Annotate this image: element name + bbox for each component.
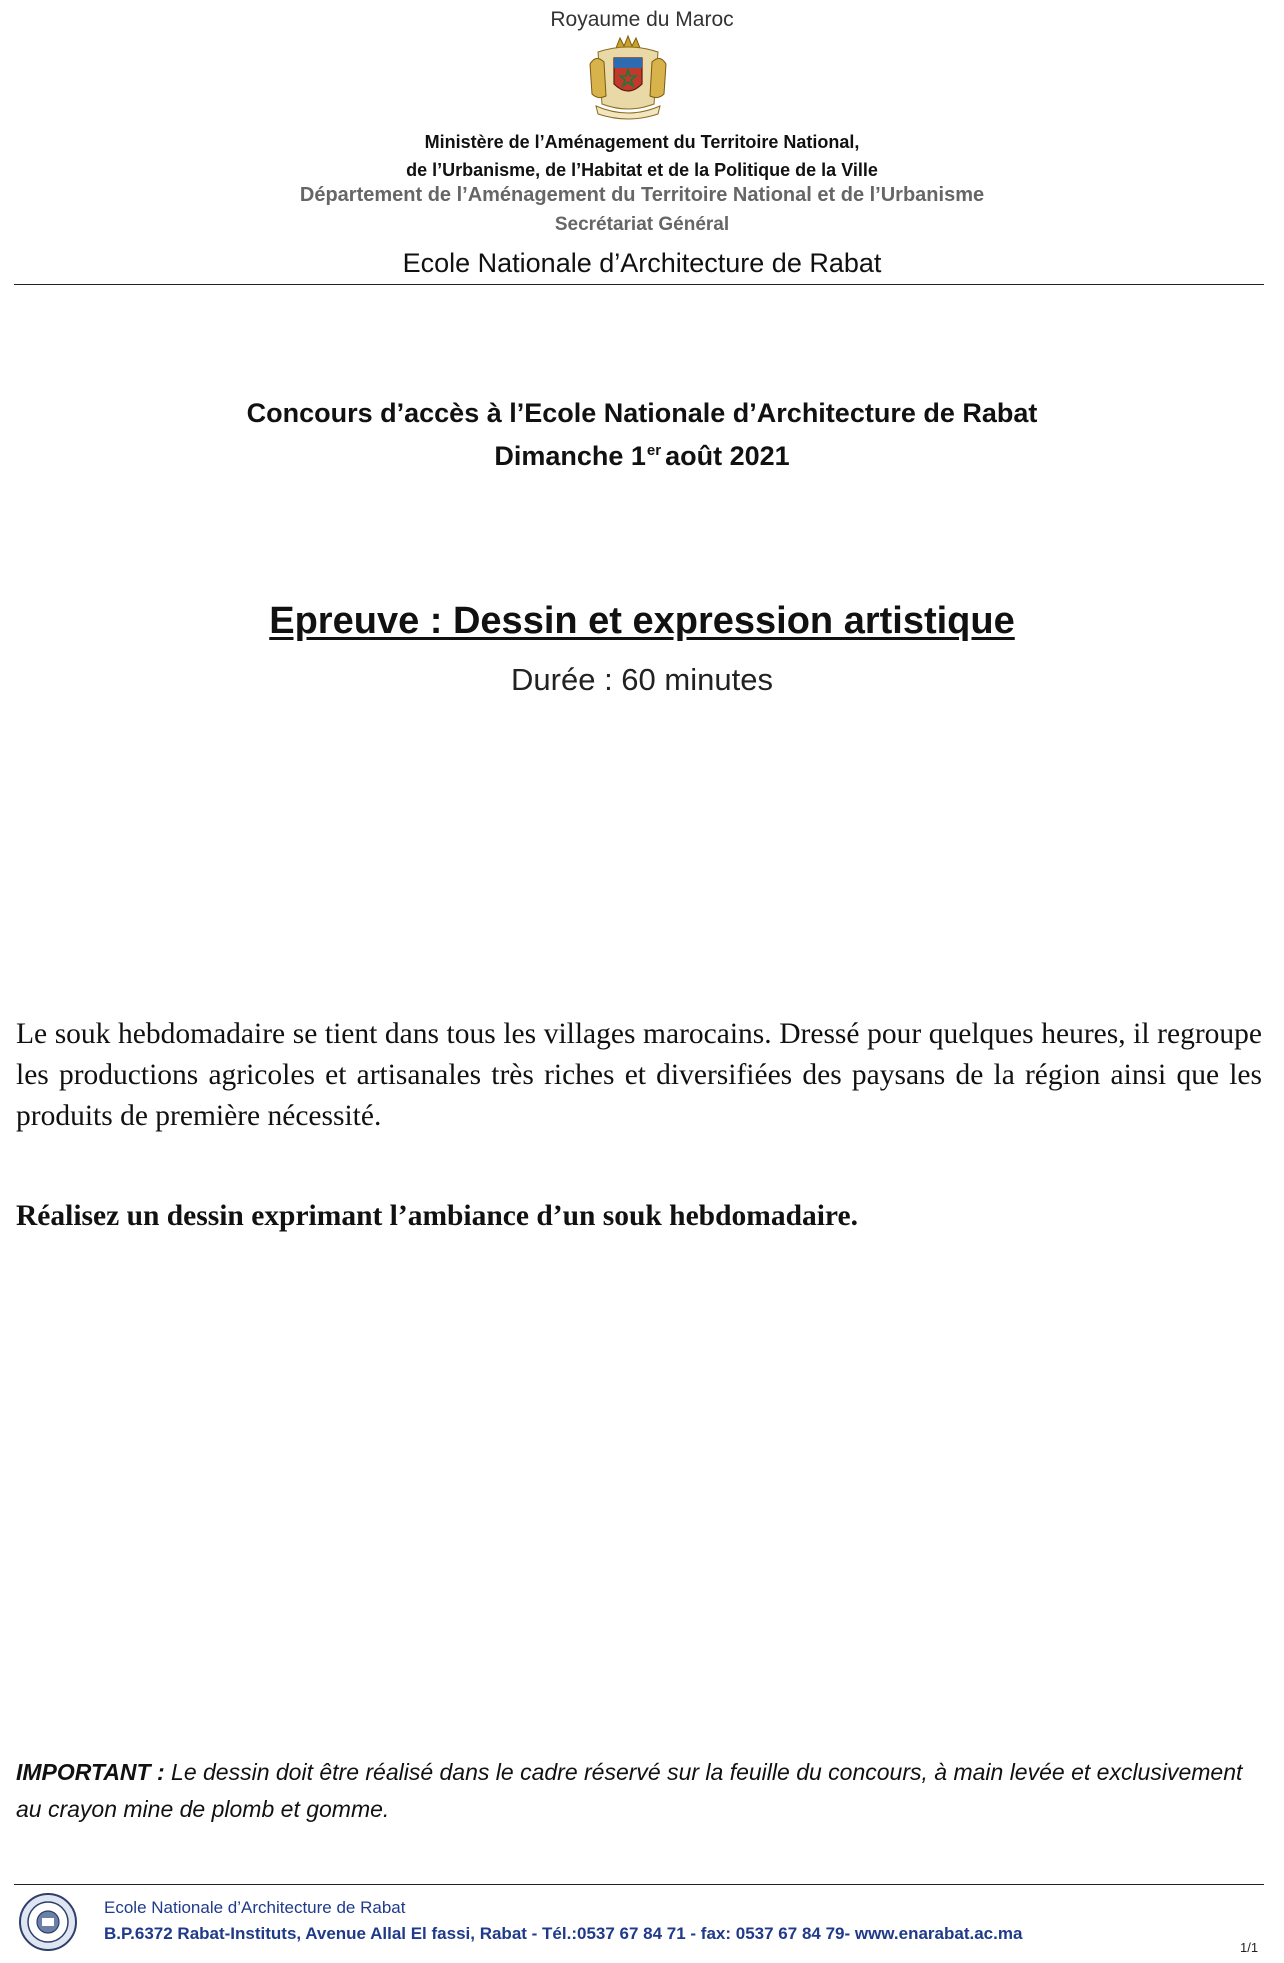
contest-date-prefix: Dimanche 1 — [494, 441, 646, 471]
subject-paragraph: Le souk hebdomadaire se tient dans tous les villages marocains. Dressé pour quelques heures, il regroupe les productions agricoles et artisanales très riches et diversifiées des paysans de la région ainsi que les produits de première nécessité. — [16, 1018, 1262, 1132]
important-label: IMPORTANT : — [16, 1759, 165, 1785]
contest-date-suffix: août 2021 — [665, 441, 790, 471]
school-logo-icon — [18, 1892, 78, 1952]
drawing-instruction: Réalisez un dessin exprimant l’ambiance d’un souk hebdomadaire. — [16, 1200, 858, 1232]
contest-heading — [0, 394, 1284, 475]
contest-date — [0, 432, 1284, 475]
footer-school-name: Ecole Nationale d’Architecture de Rabat — [104, 1898, 406, 1917]
contest-date-sup: er — [646, 442, 662, 459]
footer-contact-info: B.P.6372 Rabat-Instituts, Avenue Allal El fassi, Rabat - Tél.:0537 67 84 71 - fax: 0537 67 84 79- www.enarabat.ac.ma — [104, 1924, 1023, 1943]
royal-coat-of-arms-icon — [584, 34, 672, 120]
page-number: 1/1 — [1240, 1940, 1259, 1955]
kingdom-label: Royaume du Maroc — [550, 8, 734, 31]
exam-title: Epreuve : Dessin et expression artistique — [269, 600, 1015, 642]
ministry-line-2: de l’Urbanisme, de l’Habitat et de la Politique de la Ville — [406, 160, 878, 180]
important-text: Le dessin doit être réalisé dans le cadre réservé sur la feuille du concours, à main levée et exclusivement au crayon mine de plomb et gomme. — [16, 1759, 1243, 1822]
header-divider — [14, 284, 1264, 285]
exam-duration: Durée : 60 minutes — [511, 662, 773, 697]
department-name: Département de l’Aménagement du Territoire National et de l’Urbanisme — [299, 184, 985, 206]
contest-title: Concours d’accès à l’Ecole Nationale d’Architecture de Rabat — [246, 398, 1038, 428]
footer-divider — [14, 1884, 1264, 1885]
important-notice — [16, 1754, 1262, 1828]
school-name: Ecole Nationale d’Architecture de Rabat — [402, 248, 882, 278]
ministry-line-1: Ministère de l’Aménagement du Territoire National, — [424, 132, 860, 152]
secretariat-name: Secrétariat Général — [554, 214, 730, 235]
ministry-name — [0, 128, 1284, 184]
